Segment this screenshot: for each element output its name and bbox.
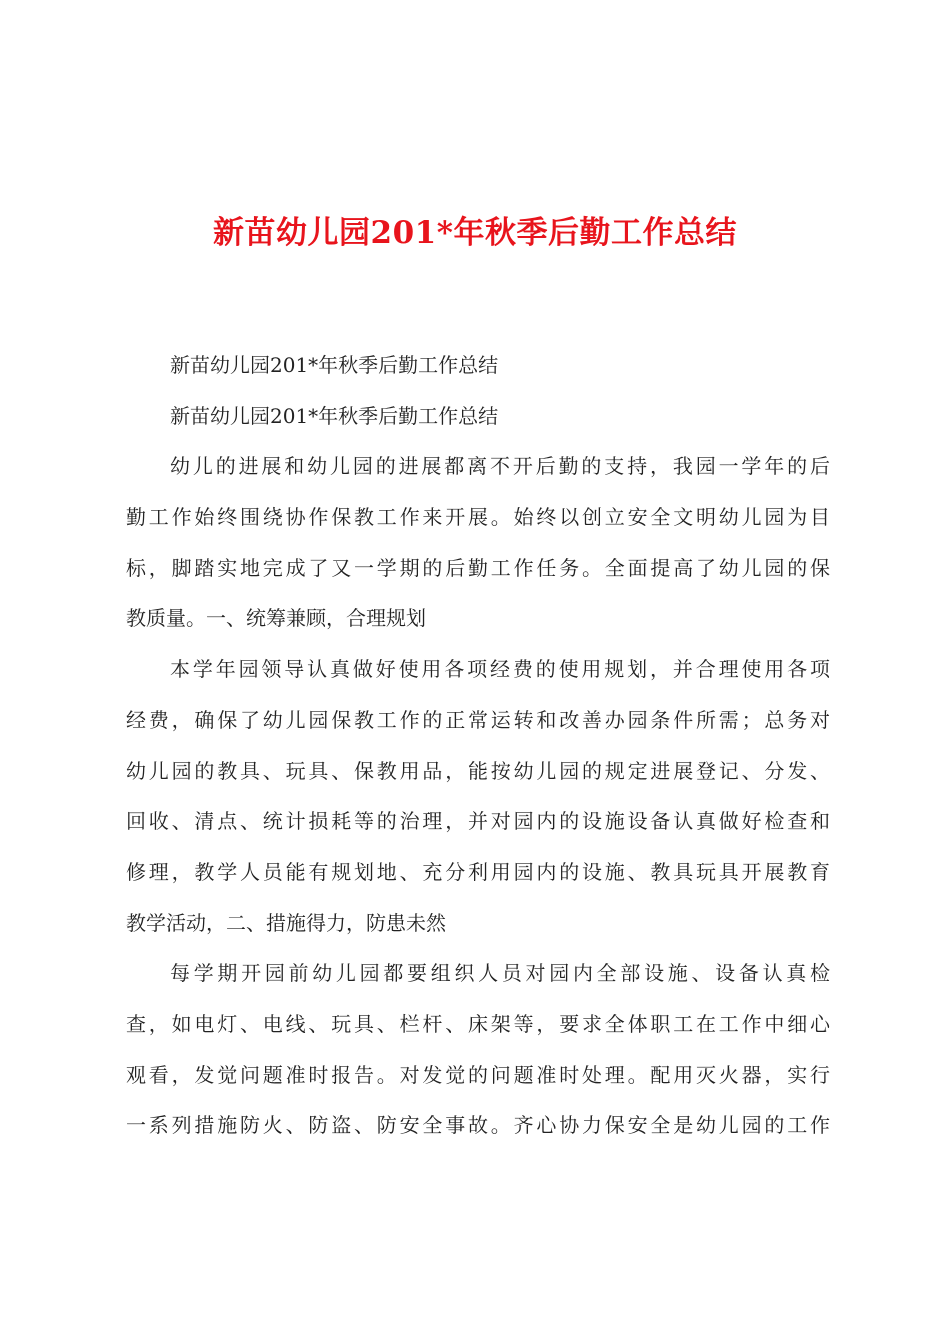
body-line: 每学期开园前幼儿园都要组织人员对园内全部设施、设备认真检 — [170, 961, 830, 986]
body-line: 新苗幼儿园201*年秋季后勤工作总结 — [170, 403, 499, 428]
document-body — [126, 340, 830, 1151]
body-line: 经费，确保了幼儿园保教工作的正常运转和改善办园条件所需；总务对 — [126, 707, 830, 732]
body-line: 新苗幼儿园201*年秋季后勤工作总结 — [170, 353, 499, 377]
body-line: 查，如电灯、电线、玩具、栏杆、床架等，要求全体职工在工作中细心 — [126, 1011, 830, 1036]
body-line: 标，脚踏实地完成了又一学期的后勤工作任务。全面提高了幼儿园的保 — [126, 555, 830, 580]
body-line: 本学年园领导认真做好使用各项经费的使用规划，并合理使用各项 — [170, 657, 830, 682]
body-line: 教质量。一、统筹兼顾，合理规划 — [126, 606, 426, 631]
body-line: 教学活动，二、措施得力，防患未然 — [126, 910, 446, 935]
body-line: 勤工作始终围绕协作保教工作来开展。始终以创立安全文明幼儿园为目 — [126, 505, 830, 530]
body-line: 一系列措施防火、防盗、防安全事故。齐心协力保安全是幼儿园的工作 — [126, 1113, 830, 1138]
body-line: 幼儿的进展和幼儿园的进展都离不开后勤的支持，我园一学年的后 — [170, 454, 830, 479]
document-title: 新苗幼儿园201*年秋季后勤工作总结 — [213, 215, 737, 251]
body-line: 幼儿园的教具、玩具、保教用品，能按幼儿园的规定进展登记、分发、 — [126, 758, 830, 783]
body-line: 回收、清点、统计损耗等的治理，并对园内的设施设备认真做好检查和 — [126, 809, 830, 834]
body-line: 修理，教学人员能有规划地、充分利用园内的设施、教具玩具开展教育 — [126, 859, 830, 884]
body-line: 观看，发觉问题准时报告。对发觉的问题准时处理。配用灭火器，实行 — [126, 1062, 830, 1087]
